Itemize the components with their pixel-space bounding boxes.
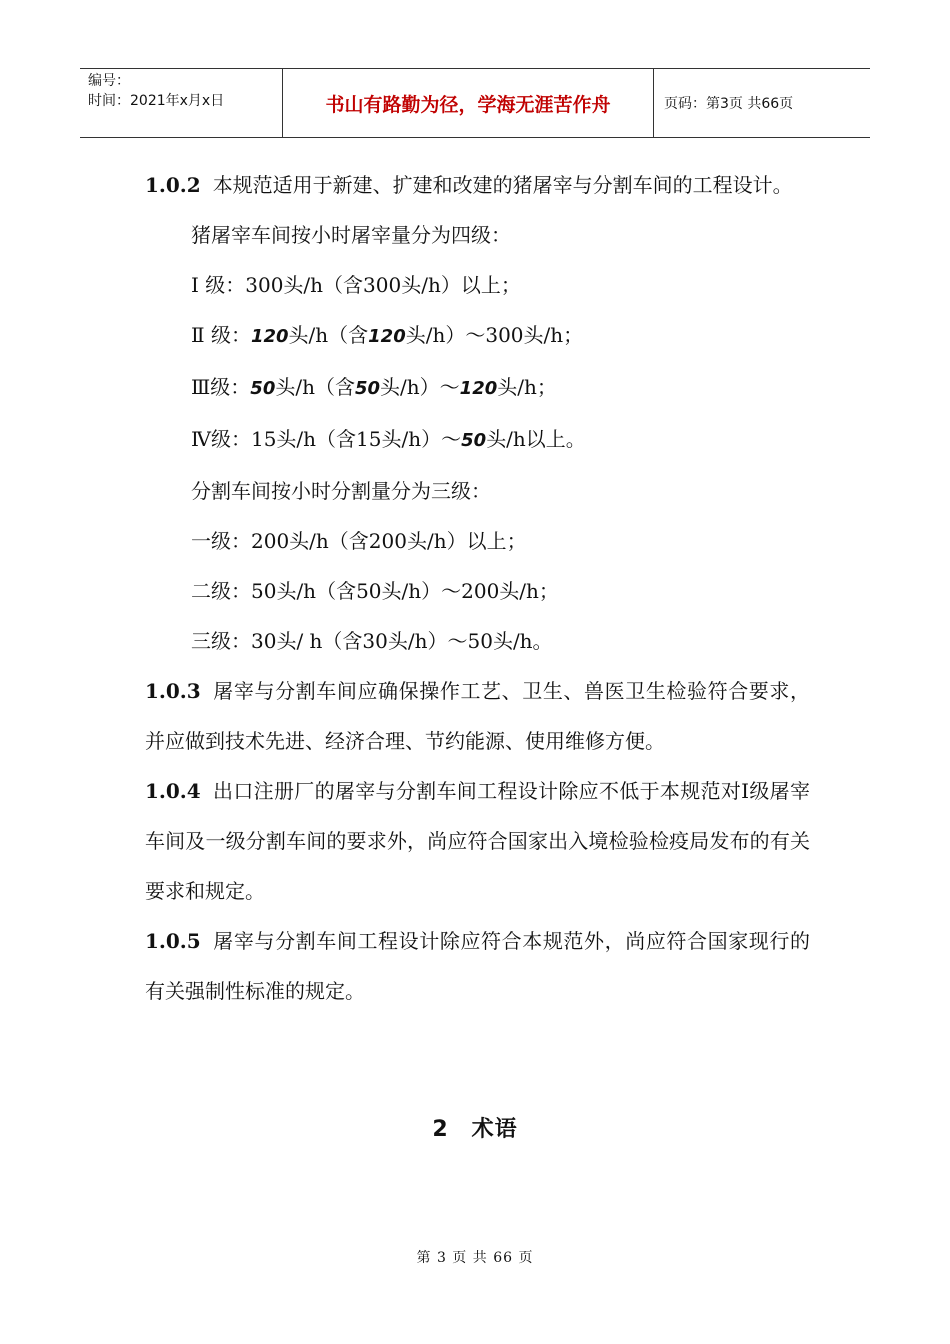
grade-text: 头/h）～300头/h；: [405, 323, 584, 347]
clause-text: 屠宰与分割车间工程设计除应符合本规范外，尚应符合国家现行的有关强制性标准的规定。: [145, 929, 810, 1003]
section-title: 2 术语: [432, 1117, 518, 1142]
header-page-info: 页码：第3页 共66页: [664, 96, 794, 112]
clause-1-0-3: [145, 666, 810, 766]
header-number-label: 编号：: [88, 73, 130, 89]
page-header: [80, 68, 870, 138]
grade-value: 50: [250, 378, 276, 399]
slaughter-grade-1: Ⅰ 级：300头/h（含300头/h）以上；: [191, 273, 521, 297]
clause-1-0-5: [145, 916, 810, 1016]
grade-value: 120: [368, 326, 406, 347]
grade-text: 头/h）～: [380, 375, 460, 399]
slaughter-grade-3: [145, 362, 810, 414]
slaughter-grade-intro: 猪屠宰车间按小时屠宰量分为四级：: [191, 223, 511, 247]
clause-number: 1.0.5: [145, 929, 201, 953]
grade-text: 头/h（含: [288, 323, 369, 347]
clause-text: 本规范适用于新建、扩建和改建的猪屠宰与分割车间的工程设计。: [212, 173, 793, 197]
cutting-grade-intro: 分割车间按小时分割量分为三级：: [191, 479, 491, 503]
page-footer: 第 3 页 共 66 页: [416, 1250, 534, 1266]
grade-text: 头/h以上。: [486, 427, 586, 451]
grade-value: 50: [354, 378, 381, 399]
grade-text: Ⅳ级：15头/h（含15头/h）～: [191, 427, 462, 451]
clause-text: 屠宰与分割车间应确保操作工艺、卫生、兽医卫生检验符合要求，并应做到技术先进、经济合理、节约能源、使用维修方便。: [145, 679, 810, 753]
grade-text: Ⅱ 级：: [191, 323, 251, 347]
grade-value: 120: [250, 326, 289, 347]
clause-number: 1.0.3: [145, 679, 201, 703]
grade-value: 50: [461, 430, 487, 451]
cutting-grade-3: 三级：30头/ h（含30头/h）～50头/h。: [191, 629, 553, 653]
grade-text: 头/h；: [497, 375, 557, 399]
cutting-grade-2: 二级：50头/h（含50头/h）～200头/h；: [191, 579, 559, 603]
clause-text: 出口注册厂的屠宰与分割车间工程设计除应不低于本规范对Ⅰ级屠宰车间及一级分割车间的要求外，尚应符合国家出入境检验检疫局发布的有关要求和规定。: [145, 779, 810, 903]
grade-value: 120: [459, 378, 498, 399]
clause-number: 1.0.4: [145, 779, 201, 803]
clause-number: 1.0.2: [145, 173, 201, 197]
slaughter-grade-2: [145, 310, 810, 362]
grade-text: Ⅲ级：: [191, 375, 251, 399]
grade-text: 头/h（含: [275, 375, 355, 399]
header-meta: [80, 69, 282, 137]
slaughter-grade-4: [145, 414, 810, 466]
header-time-label: 时间：2021年x月x日: [88, 93, 225, 109]
clause-1-0-4: [145, 766, 810, 916]
document-body: [145, 160, 810, 1016]
cutting-grade-1: 一级：200头/h（含200头/h）以上；: [191, 529, 527, 553]
header-motto: 书山有路勤为径，学海无涯苦作舟: [282, 69, 654, 137]
clause-1-0-2: [145, 160, 810, 210]
